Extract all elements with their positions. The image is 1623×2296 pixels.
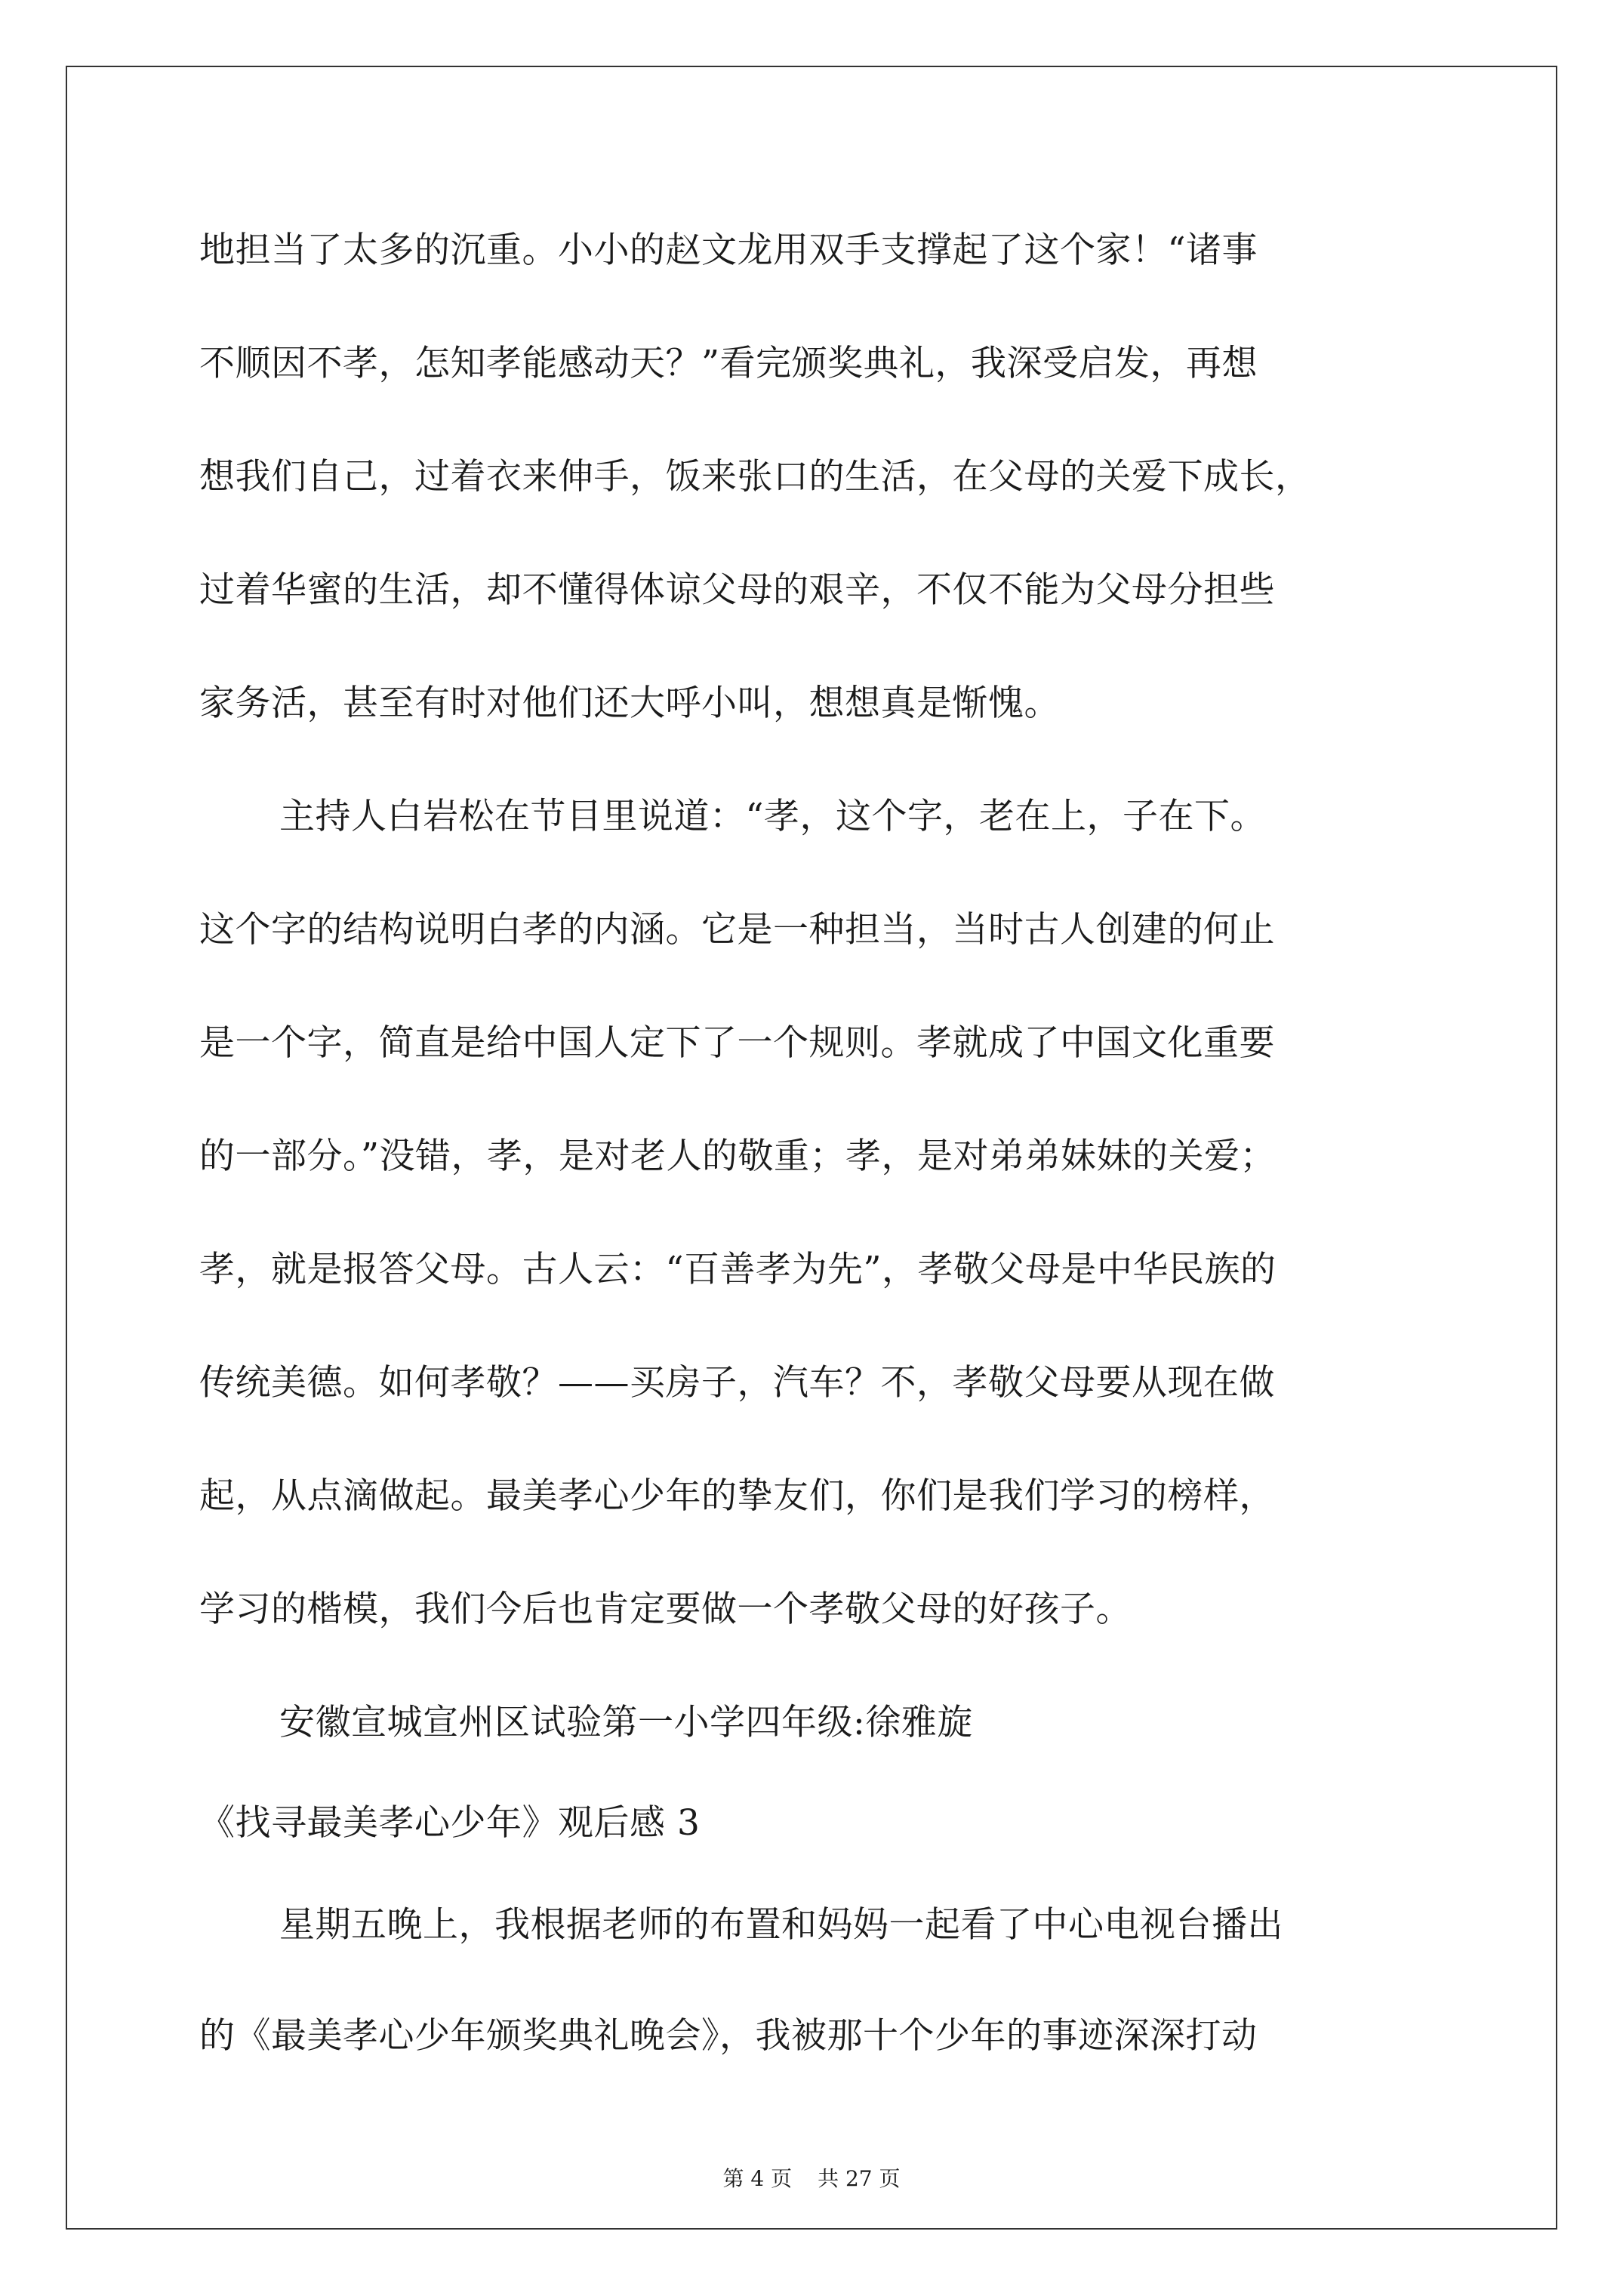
section-heading: 《找寻最美孝心少年》观后感 3: [199, 1802, 701, 1844]
text-line: 家务活，甚至有时对他们还大呼小叫，想想真是惭愧。: [199, 683, 1060, 724]
text-line: 想我们自己，过着衣来伸手，饭来张口的生活，在父母的关爱下成长，: [199, 456, 1311, 498]
text-line: 这个字的结构说明白孝的内涵。它是一种担当，当时古人创建的何止: [199, 909, 1275, 951]
text-line: 过着华蜜的生活，却不懂得体谅父母的艰辛，不仅不能为父母分担些: [199, 569, 1275, 611]
text-line: 地担当了太多的沉重。小小的赵文龙用双手支撑起了这个家！“诸事: [199, 230, 1258, 271]
author-line: 安徽宣城宣州区试验第一小学四年级:徐雅旋: [279, 1702, 973, 1743]
text-line: 不顺因不孝，怎知孝能感动天？”看完颁奖典礼，我深受启发，再想: [199, 343, 1258, 384]
text-line: 星期五晚上，我根据老师的布置和妈妈一起看了中心电视台播出: [279, 1904, 1283, 1946]
text-line: 传统美德。如何孝敬？——买房子，汽车？不，孝敬父母要从现在做: [199, 1362, 1275, 1404]
page-number: 第 4 页: [722, 2166, 793, 2191]
text-line: 是一个字，简直是给中国人定下了一个规则。孝就成了中国文化重要: [199, 1022, 1275, 1064]
text-line: 的《最美孝心少年颁奖典礼晚会》，我被那十个少年的事迹深深打动: [199, 2015, 1258, 2057]
text-line: 主持人白岩松在节目里说道：“孝，这个字，老在上，子在下。: [279, 796, 1267, 837]
text-line: 的一部分。”没错，孝，是对老人的敬重；孝，是对弟弟妹妹的关爱；: [199, 1136, 1277, 1177]
text-line: 孝，就是报答父母。古人云：“百善孝为先”，孝敬父母是中华民族的: [199, 1249, 1277, 1290]
page-total: 共 27 页: [818, 2166, 901, 2191]
text-line: 学习的楷模，我们今后也肯定要做一个孝敬父母的好孩子。: [199, 1589, 1132, 1630]
page-footer: [0, 2165, 1623, 2193]
text-line: 起，从点滴做起。最美孝心少年的挚友们，你们是我们学习的榜样，: [199, 1475, 1275, 1517]
